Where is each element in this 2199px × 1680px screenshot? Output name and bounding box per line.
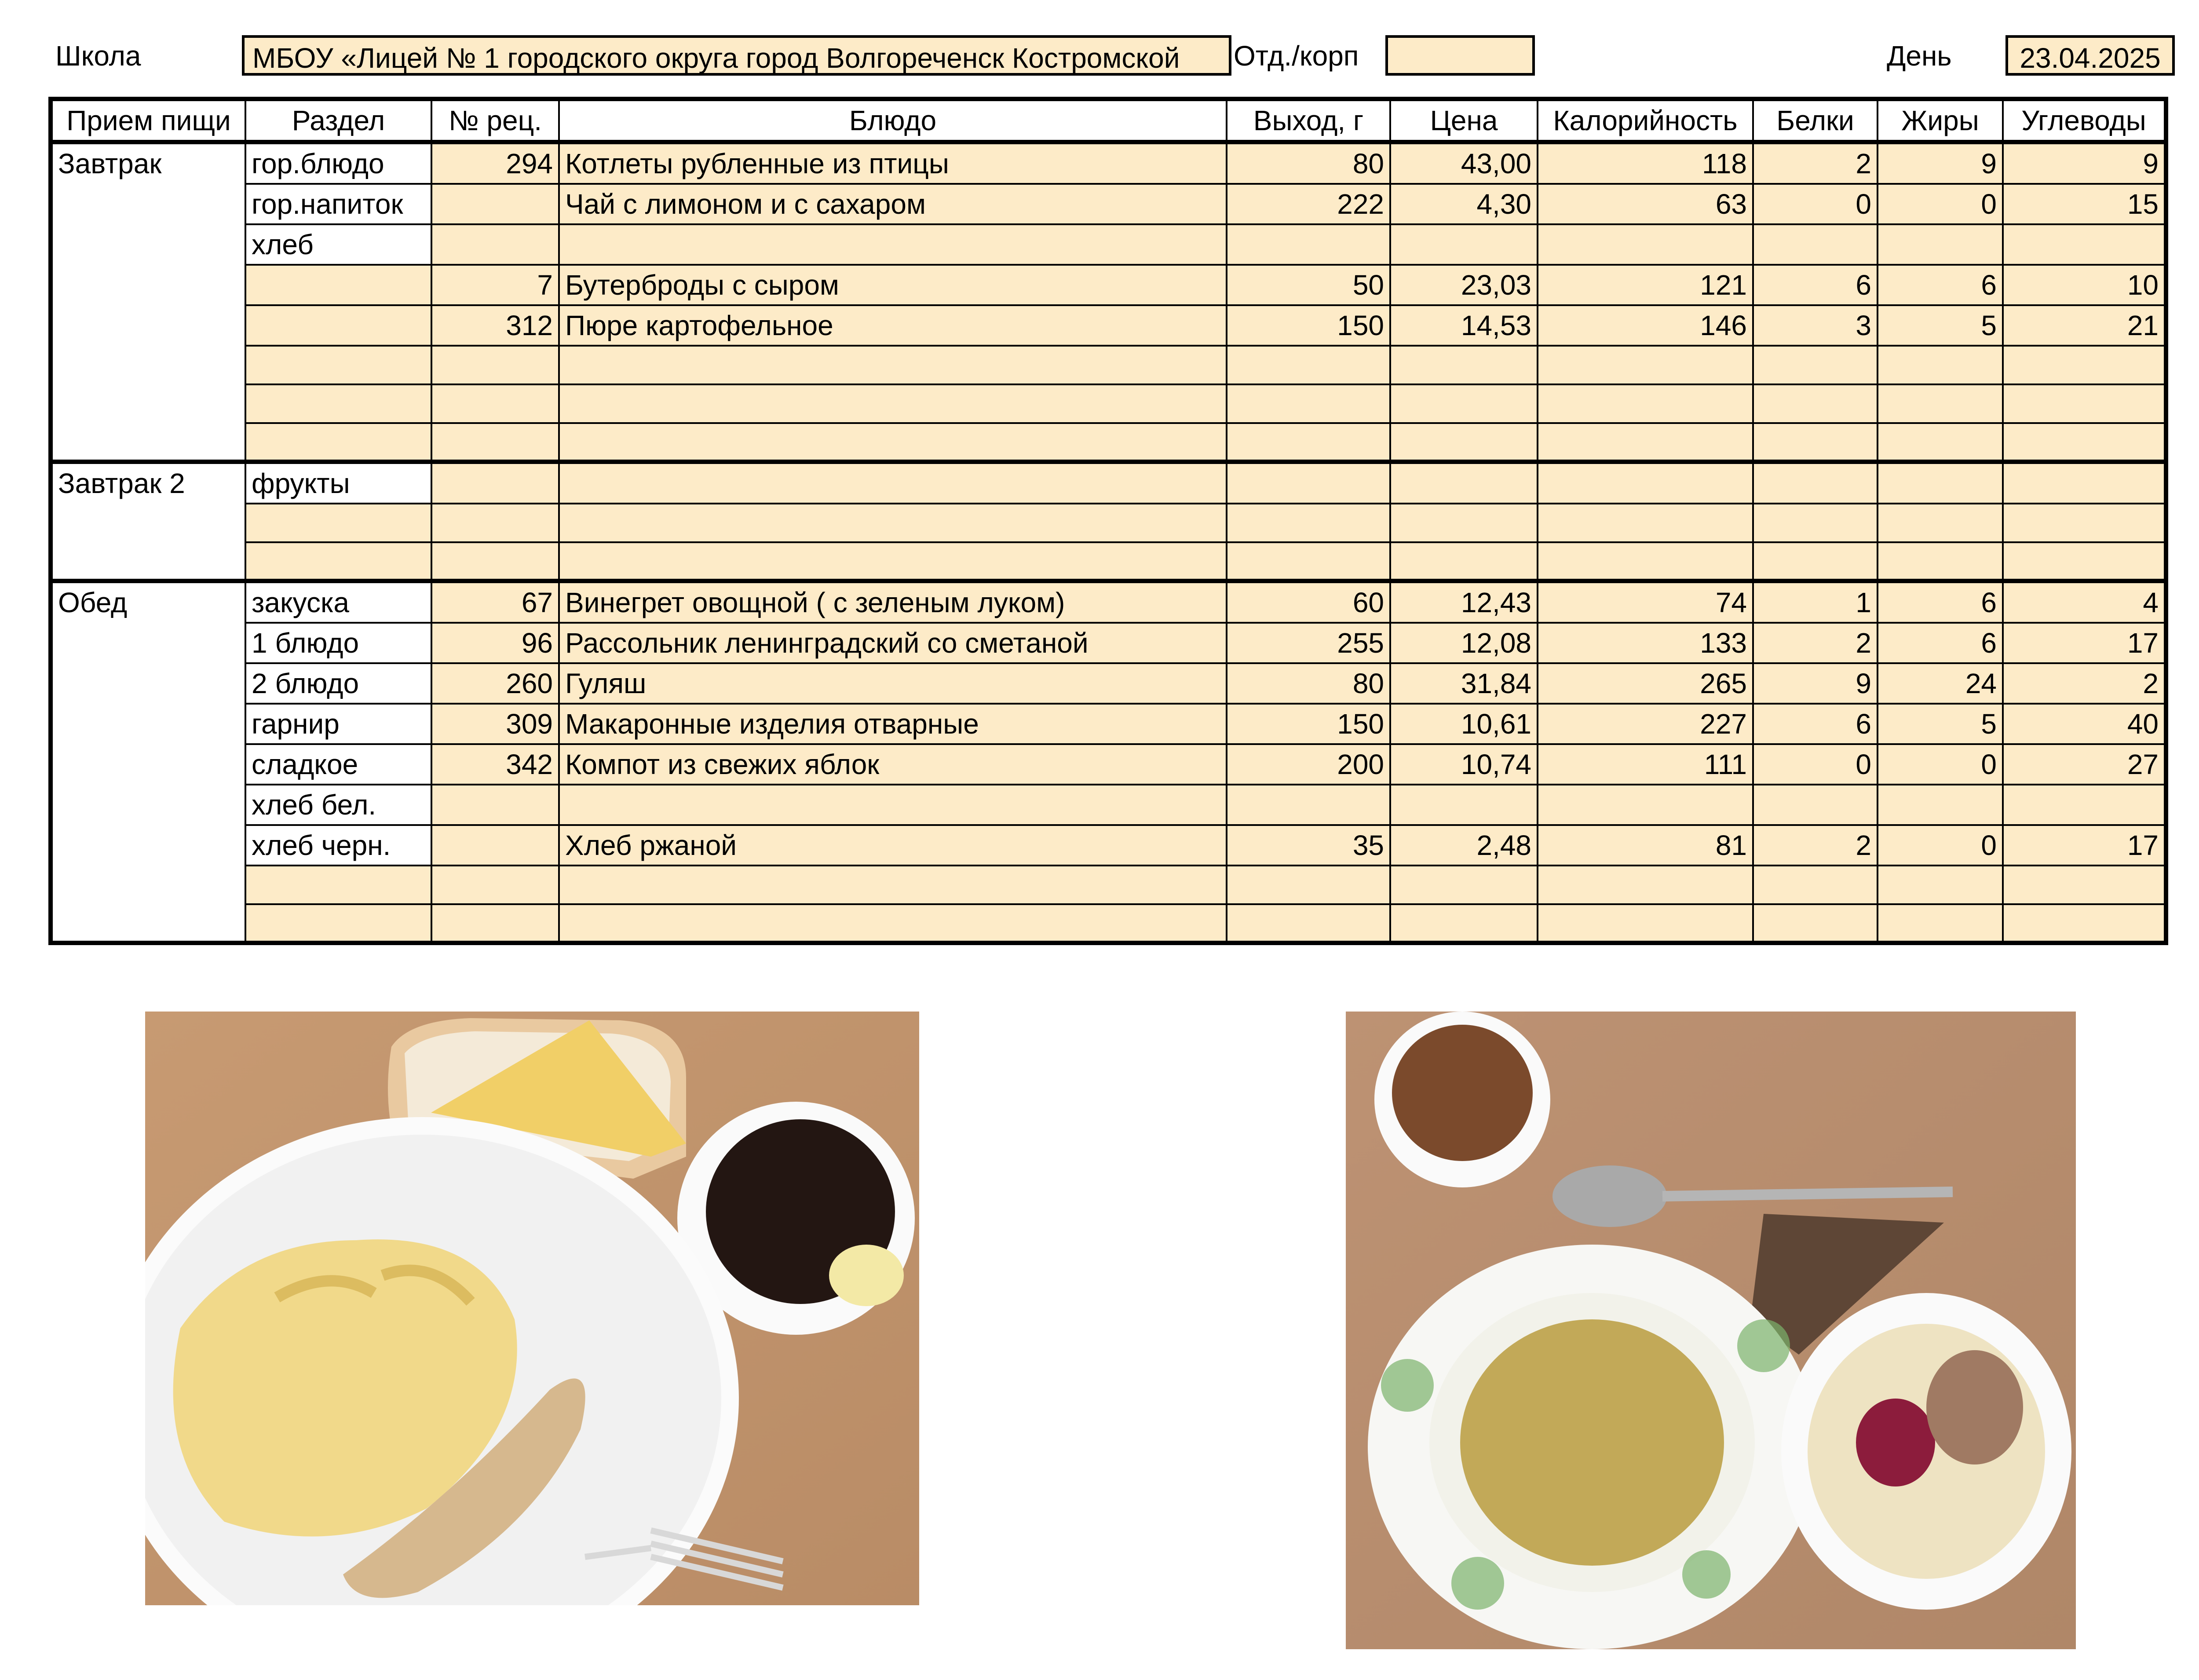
carbs-cell[interactable]	[2003, 785, 2166, 825]
table-row	[51, 785, 2166, 825]
dish-cell[interactable]: Компот из свежих яблок	[559, 744, 1227, 785]
table-row	[51, 581, 2166, 623]
kcal-cell[interactable]	[1538, 462, 1753, 504]
section-cell[interactable]	[245, 305, 431, 346]
table-row	[51, 224, 2166, 265]
yield-cell[interactable]: 222	[1227, 184, 1390, 224]
recipe-cell[interactable]	[431, 504, 559, 542]
recipe-cell[interactable]	[431, 224, 559, 265]
dish-cell[interactable]: Котлеты рубленные из птицы	[559, 142, 1227, 184]
recipe-cell[interactable]: 7	[431, 265, 559, 305]
lunch-photo	[1346, 1012, 2076, 1649]
dish-cell[interactable]: Пюре картофельное	[559, 305, 1227, 346]
carbs-cell[interactable]	[2003, 542, 2166, 581]
table-row	[51, 265, 2166, 305]
table-row	[51, 305, 2166, 346]
carbs-cell[interactable]: 2	[2003, 663, 2166, 704]
kcal-cell[interactable]	[1538, 423, 1753, 462]
price-cell[interactable]	[1390, 346, 1538, 384]
table-row	[51, 462, 2166, 504]
fat-cell[interactable]	[1878, 504, 2003, 542]
section-cell[interactable]: 1 блюдо	[245, 623, 431, 663]
col-header-price: Цена	[1390, 99, 1538, 142]
yield-cell[interactable]	[1227, 462, 1390, 504]
recipe-cell[interactable]	[431, 866, 559, 904]
yield-cell[interactable]	[1227, 542, 1390, 581]
section-cell[interactable]	[245, 504, 431, 542]
price-cell[interactable]: 12,08	[1390, 623, 1538, 663]
protein-cell[interactable]: 6	[1753, 265, 1878, 305]
col-header-dish: Блюдо	[559, 99, 1227, 142]
price-cell[interactable]	[1390, 224, 1538, 265]
col-header-fat: Жиры	[1878, 99, 2003, 142]
dept-label: Отд./корп	[1234, 40, 1359, 72]
recipe-cell[interactable]	[431, 542, 559, 581]
table-row	[51, 825, 2166, 866]
kcal-cell[interactable]: 146	[1538, 305, 1753, 346]
protein-cell[interactable]: 0	[1753, 184, 1878, 224]
protein-cell[interactable]: 1	[1753, 581, 1878, 623]
fat-cell[interactable]	[1878, 346, 2003, 384]
dish-cell[interactable]: Макаронные изделия отварные	[559, 704, 1227, 744]
section-cell[interactable]: 2 блюдо	[245, 663, 431, 704]
carbs-cell[interactable]	[2003, 462, 2166, 504]
price-cell[interactable]	[1390, 384, 1538, 423]
kcal-cell[interactable]	[1538, 785, 1753, 825]
col-header-carbs: Углеводы	[2003, 99, 2166, 142]
fat-cell[interactable]	[1878, 423, 2003, 462]
kcal-cell[interactable]	[1538, 504, 1753, 542]
carbs-cell[interactable]: 9	[2003, 142, 2166, 184]
protein-cell[interactable]: 0	[1753, 744, 1878, 785]
section-cell[interactable]	[245, 866, 431, 904]
price-cell[interactable]	[1390, 542, 1538, 581]
section-cell[interactable]: сладкое	[245, 744, 431, 785]
section-cell[interactable]	[245, 423, 431, 462]
col-header-section: Раздел	[245, 99, 431, 142]
fat-cell[interactable]	[1878, 866, 2003, 904]
yield-cell[interactable]: 200	[1227, 744, 1390, 785]
kcal-cell[interactable]: 133	[1538, 623, 1753, 663]
table-row	[51, 142, 2166, 184]
price-cell[interactable]: 10,61	[1390, 704, 1538, 744]
dept-field[interactable]	[1385, 35, 1535, 76]
fat-cell[interactable]: 5	[1878, 704, 2003, 744]
carbs-cell[interactable]: 15	[2003, 184, 2166, 224]
table-header-row	[51, 99, 2166, 142]
fat-cell[interactable]: 24	[1878, 663, 2003, 704]
recipe-cell[interactable]	[431, 423, 559, 462]
col-header-meal: Прием пищи	[51, 99, 245, 142]
dish-cell[interactable]: Гуляш	[559, 663, 1227, 704]
table-row	[51, 423, 2166, 462]
price-cell[interactable]: 14,53	[1390, 305, 1538, 346]
kcal-cell[interactable]: 63	[1538, 184, 1753, 224]
table-row	[51, 744, 2166, 785]
kcal-cell[interactable]: 74	[1538, 581, 1753, 623]
carbs-cell[interactable]	[2003, 384, 2166, 423]
section-cell[interactable]: гор.напиток	[245, 184, 431, 224]
fat-cell[interactable]: 0	[1878, 825, 2003, 866]
recipe-cell[interactable]	[431, 184, 559, 224]
breakfast-photo	[145, 1012, 919, 1605]
carbs-cell[interactable]: 27	[2003, 744, 2166, 785]
fat-cell[interactable]	[1878, 384, 2003, 423]
kcal-cell[interactable]: 227	[1538, 704, 1753, 744]
dish-cell[interactable]: Винегрет овощной ( с зеленым луком)	[559, 581, 1227, 623]
yield-cell[interactable]: 50	[1227, 265, 1390, 305]
kcal-cell[interactable]	[1538, 904, 1753, 943]
table-row	[51, 663, 2166, 704]
fat-cell[interactable]: 5	[1878, 305, 2003, 346]
kcal-cell[interactable]	[1538, 346, 1753, 384]
recipe-cell[interactable]	[431, 384, 559, 423]
section-cell[interactable]	[245, 904, 431, 943]
dish-cell[interactable]	[559, 346, 1227, 384]
carbs-cell[interactable]	[2003, 904, 2166, 943]
protein-cell[interactable]	[1753, 785, 1878, 825]
table-row	[51, 184, 2166, 224]
price-cell[interactable]: 31,84	[1390, 663, 1538, 704]
kcal-cell[interactable]: 265	[1538, 663, 1753, 704]
dish-cell[interactable]	[559, 384, 1227, 423]
fat-cell[interactable]	[1878, 785, 2003, 825]
recipe-cell[interactable]: 294	[431, 142, 559, 184]
carbs-cell[interactable]: 17	[2003, 623, 2166, 663]
dish-cell[interactable]	[559, 904, 1227, 943]
protein-cell[interactable]	[1753, 504, 1878, 542]
menu-body	[51, 142, 2166, 943]
section-cell[interactable]	[245, 384, 431, 423]
price-cell[interactable]	[1390, 866, 1538, 904]
protein-cell[interactable]	[1753, 866, 1878, 904]
recipe-cell[interactable]: 342	[431, 744, 559, 785]
fat-cell[interactable]: 6	[1878, 581, 2003, 623]
dish-cell[interactable]	[559, 785, 1227, 825]
recipe-cell[interactable]	[431, 462, 559, 504]
table-row	[51, 384, 2166, 423]
price-cell[interactable]	[1390, 423, 1538, 462]
price-cell[interactable]	[1390, 904, 1538, 943]
protein-cell[interactable]: 2	[1753, 825, 1878, 866]
carbs-cell[interactable]: 21	[2003, 305, 2166, 346]
fat-cell[interactable]	[1878, 462, 2003, 504]
kcal-cell[interactable]: 111	[1538, 744, 1753, 785]
yield-cell[interactable]: 150	[1227, 704, 1390, 744]
kcal-cell[interactable]: 118	[1538, 142, 1753, 184]
price-cell[interactable]: 10,74	[1390, 744, 1538, 785]
yield-cell[interactable]: 80	[1227, 142, 1390, 184]
protein-cell[interactable]	[1753, 542, 1878, 581]
fat-cell[interactable]: 6	[1878, 623, 2003, 663]
price-cell[interactable]	[1390, 504, 1538, 542]
section-cell[interactable]	[245, 346, 431, 384]
yield-cell[interactable]	[1227, 423, 1390, 462]
day-field[interactable]: 23.04.2025	[2005, 35, 2175, 76]
recipe-cell[interactable]	[431, 346, 559, 384]
price-cell[interactable]: 4,30	[1390, 184, 1538, 224]
yield-cell[interactable]: 80	[1227, 663, 1390, 704]
col-header-yield: Выход, г	[1227, 99, 1390, 142]
recipe-cell[interactable]: 309	[431, 704, 559, 744]
dish-cell[interactable]	[559, 224, 1227, 265]
dish-cell[interactable]: Бутерброды с сыром	[559, 265, 1227, 305]
col-header-protein: Белки	[1753, 99, 1878, 142]
kcal-cell[interactable]	[1538, 384, 1753, 423]
meal-cell: Завтрак	[51, 142, 245, 462]
yield-cell[interactable]	[1227, 384, 1390, 423]
price-cell[interactable]: 43,00	[1390, 142, 1538, 184]
section-cell[interactable]: закуска	[245, 581, 431, 623]
recipe-cell[interactable]: 67	[431, 581, 559, 623]
table-row	[51, 904, 2166, 943]
col-header-recipe: № рец.	[431, 99, 559, 142]
table-row	[51, 866, 2166, 904]
fat-cell[interactable]: 0	[1878, 744, 2003, 785]
section-cell[interactable]: хлеб	[245, 224, 431, 265]
recipe-cell[interactable]: 260	[431, 663, 559, 704]
kcal-cell[interactable]	[1538, 542, 1753, 581]
col-header-kcal: Калорийность	[1538, 99, 1753, 142]
dish-cell[interactable]	[559, 542, 1227, 581]
kcal-cell[interactable]: 81	[1538, 825, 1753, 866]
fat-cell[interactable]: 6	[1878, 265, 2003, 305]
recipe-cell[interactable]	[431, 904, 559, 943]
fat-cell[interactable]	[1878, 542, 2003, 581]
fat-cell[interactable]	[1878, 224, 2003, 265]
protein-cell[interactable]: 6	[1753, 704, 1878, 744]
section-cell[interactable]: гор.блюдо	[245, 142, 431, 184]
table-row	[51, 704, 2166, 744]
yield-cell[interactable]: 150	[1227, 305, 1390, 346]
yield-cell[interactable]: 60	[1227, 581, 1390, 623]
dish-cell[interactable]	[559, 462, 1227, 504]
dish-cell[interactable]	[559, 423, 1227, 462]
protein-cell[interactable]: 2	[1753, 142, 1878, 184]
section-cell[interactable]	[245, 265, 431, 305]
meal-cell: Завтрак 2	[51, 462, 245, 581]
price-cell[interactable]: 2,48	[1390, 825, 1538, 866]
yield-cell[interactable]	[1227, 866, 1390, 904]
yield-cell[interactable]	[1227, 785, 1390, 825]
fat-cell[interactable]: 0	[1878, 184, 2003, 224]
carbs-cell[interactable]: 10	[2003, 265, 2166, 305]
section-cell[interactable]: хлеб бел.	[245, 785, 431, 825]
dish-cell[interactable]	[559, 504, 1227, 542]
section-cell[interactable]	[245, 542, 431, 581]
protein-cell[interactable]: 2	[1753, 623, 1878, 663]
school-label: Школа	[55, 40, 141, 72]
meal-cell: Обед	[51, 581, 245, 943]
protein-cell[interactable]: 9	[1753, 663, 1878, 704]
section-cell[interactable]: хлеб черн.	[245, 825, 431, 866]
price-cell[interactable]: 12,43	[1390, 581, 1538, 623]
protein-cell[interactable]	[1753, 346, 1878, 384]
day-label: День	[1887, 40, 1952, 72]
carbs-cell[interactable]: 4	[2003, 581, 2166, 623]
section-cell[interactable]: фрукты	[245, 462, 431, 504]
carbs-cell[interactable]	[2003, 504, 2166, 542]
yield-cell[interactable]	[1227, 504, 1390, 542]
dish-cell[interactable]: Рассольник ленинградский со сметаной	[559, 623, 1227, 663]
school-field[interactable]: МБОУ «Лицей № 1 городского округа город Волгореченск Костромской	[242, 35, 1231, 76]
carbs-cell[interactable]	[2003, 423, 2166, 462]
yield-cell[interactable]	[1227, 346, 1390, 384]
recipe-cell[interactable]: 312	[431, 305, 559, 346]
price-cell[interactable]	[1390, 785, 1538, 825]
yield-cell[interactable]: 255	[1227, 623, 1390, 663]
kcal-cell[interactable]: 121	[1538, 265, 1753, 305]
menu-table	[48, 97, 2168, 945]
fat-cell[interactable]	[1878, 904, 2003, 943]
table-row	[51, 504, 2166, 542]
yield-cell[interactable]: 35	[1227, 825, 1390, 866]
kcal-cell[interactable]	[1538, 224, 1753, 265]
section-cell[interactable]: гарнир	[245, 704, 431, 744]
protein-cell[interactable]	[1753, 423, 1878, 462]
carbs-cell[interactable]: 40	[2003, 704, 2166, 744]
protein-cell[interactable]: 3	[1753, 305, 1878, 346]
recipe-cell[interactable]	[431, 785, 559, 825]
recipe-cell[interactable]	[431, 825, 559, 866]
yield-cell[interactable]	[1227, 904, 1390, 943]
protein-cell[interactable]	[1753, 904, 1878, 943]
yield-cell[interactable]	[1227, 224, 1390, 265]
carbs-cell[interactable]	[2003, 866, 2166, 904]
kcal-cell[interactable]	[1538, 866, 1753, 904]
price-cell[interactable]: 23,03	[1390, 265, 1538, 305]
protein-cell[interactable]	[1753, 384, 1878, 423]
carbs-cell[interactable]: 17	[2003, 825, 2166, 866]
table-row	[51, 542, 2166, 581]
protein-cell[interactable]	[1753, 462, 1878, 504]
price-cell[interactable]	[1390, 462, 1538, 504]
dish-cell[interactable]: Чай с лимоном и с сахаром	[559, 184, 1227, 224]
table-row	[51, 623, 2166, 663]
dish-cell[interactable]	[559, 866, 1227, 904]
dish-cell[interactable]: Хлеб ржаной	[559, 825, 1227, 866]
protein-cell[interactable]	[1753, 224, 1878, 265]
recipe-cell[interactable]: 96	[431, 623, 559, 663]
carbs-cell[interactable]	[2003, 224, 2166, 265]
fat-cell[interactable]: 9	[1878, 142, 2003, 184]
carbs-cell[interactable]	[2003, 346, 2166, 384]
table-row	[51, 346, 2166, 384]
